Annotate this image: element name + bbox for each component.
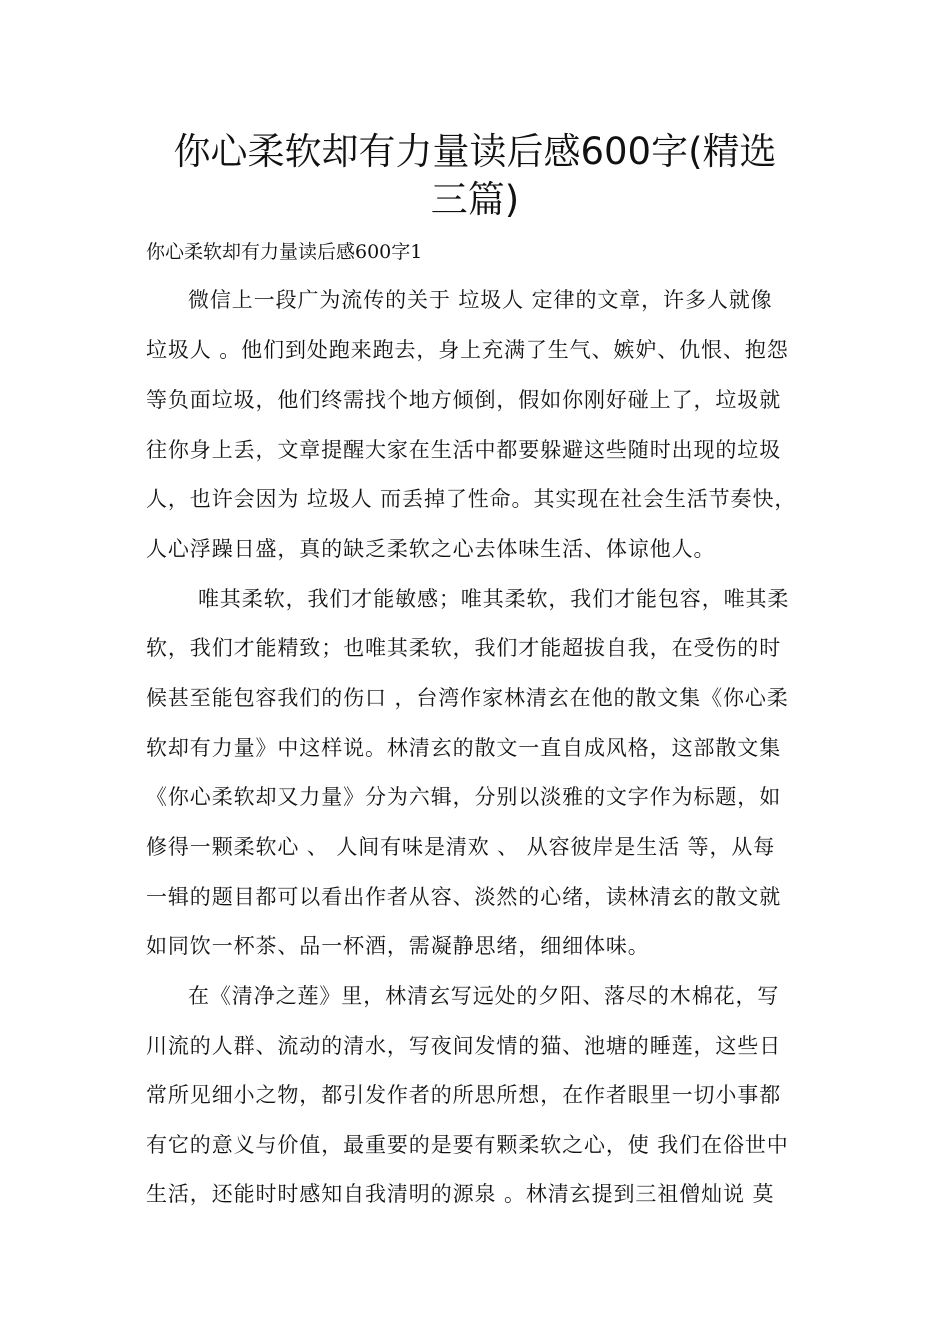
text-line: 软却有力量》中这样说。林清玄的散文一直自成风格，这部散文集 (146, 736, 782, 760)
title-line-1: 你心柔软却有力量读后感600字(精选 (173, 130, 777, 173)
text-line: 如同饮一杯茶、品一杯酒，需凝静思绪，细细体味。 (146, 934, 650, 958)
text-line: 《你心柔软却又力量》分为六辑，分别以淡雅的文字作为标题，如 (146, 785, 782, 809)
text-line: 微信上一段广为流传的关于 垃圾人 定律的文章，许多人就像 (188, 288, 773, 312)
text-line: 常所见细小之物，都引发作者的所思所想，在作者眼里一切小事都 (146, 1083, 782, 1107)
text-line: 等负面垃圾，他们终需找个地方倾倒，假如你刚好碰上了，垃圾就 (146, 388, 782, 412)
text-line: 人心浮躁日盛，真的缺乏柔软之心去体味生活、体谅他人。 (146, 537, 716, 561)
text-line: 唯其柔软，我们才能敏感；唯其柔软，我们才能包容，唯其柔 (198, 587, 790, 611)
text-line: 川流的人群、流动的清水，写夜间发情的猫、池塘的睡莲，这些日 (146, 1034, 782, 1058)
text-line: 软，我们才能精致；也唯其柔软，我们才能超拔自我，在受伤的时 (146, 636, 782, 660)
text-line: 垃圾人 。他们到处跑来跑去，身上充满了生气、嫉妒、仇恨、抱怨 (146, 338, 789, 362)
text-line: 往你身上丢，文章提醒大家在生活中都要躲避这些随时出现的垃圾 (146, 438, 782, 462)
text-line: 有它的意义与价值，最重要的是要有颗柔软之心，使 我们在俗世中 (146, 1133, 789, 1157)
text-line: 候甚至能包容我们的伤口 ，台湾作家林清玄在他的散文集《你心柔 (146, 686, 789, 710)
text-line: 生活，还能时时感知自我清明的源泉 。林清玄提到三祖僧灿说 莫 (146, 1182, 775, 1206)
text-line: 人，也许会因为 垃圾人 而丢掉了性命。其实现在社会生活节奏快， (146, 487, 797, 511)
text-line: 一辑的题目都可以看出作者从容、淡然的心绪，读林清玄的散文就 (146, 885, 782, 909)
title-line-2: 三篇) (430, 178, 520, 221)
section-heading: 你心柔软却有力量读后感600字1 (146, 241, 423, 263)
text-line: 修得一颗柔软心 、 人间有味是清欢 、 从容彼岸是生活 等，从每 (146, 835, 776, 859)
document-title (145, 128, 805, 224)
text-line: 在《清净之莲》里，林清玄写远处的夕阳、落尽的木棉花，写 (188, 984, 780, 1008)
